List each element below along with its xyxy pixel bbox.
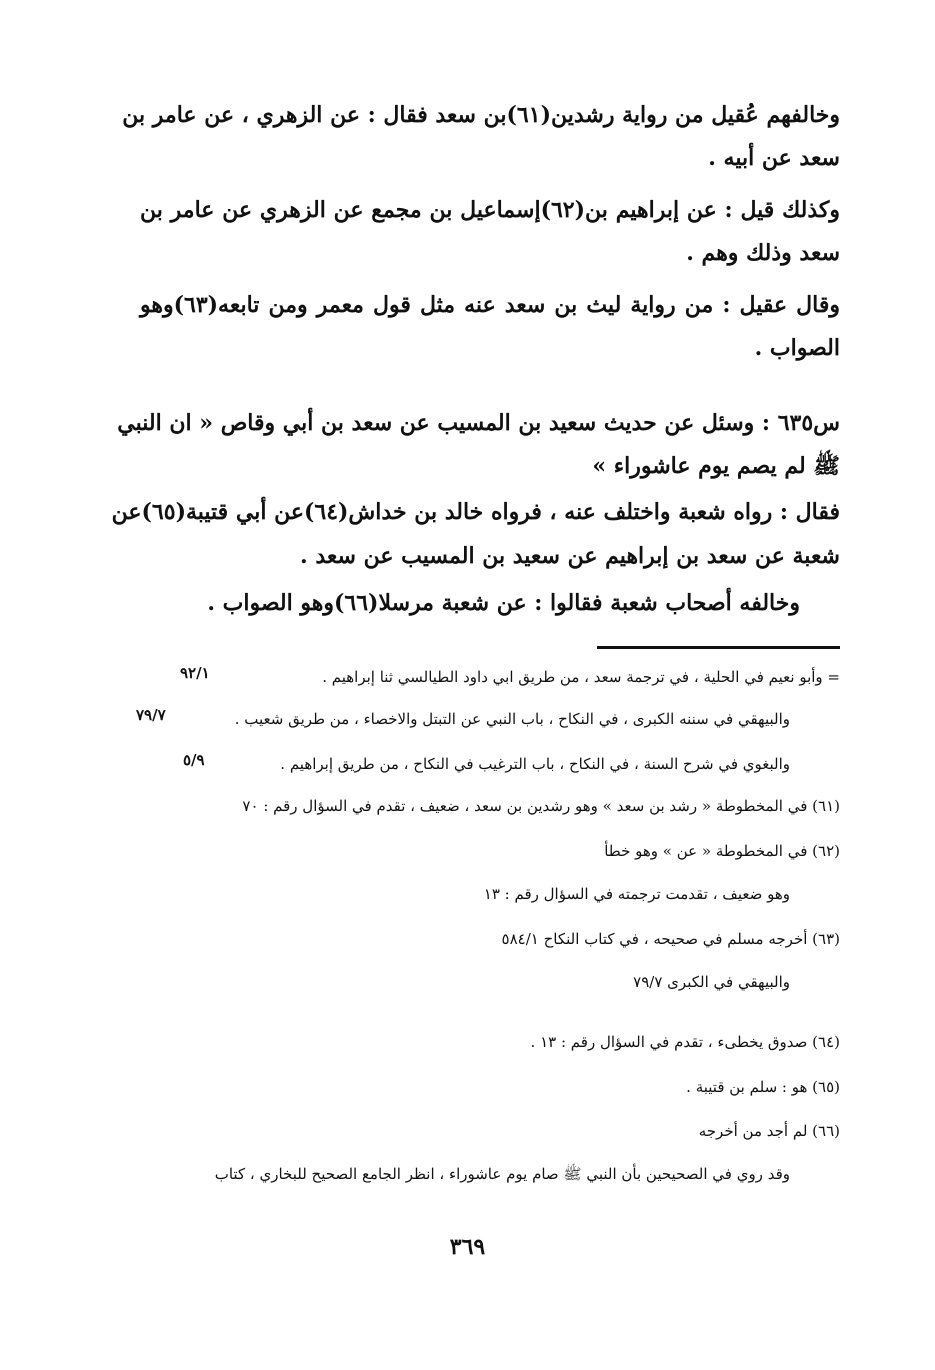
main-text-line-5: وقال عقيل : من رواية ليث بن سعد عنه مثل قول معمر ومن تابعه(٦٣)وهو (140, 292, 840, 318)
footnote-61: (٦١) في المخطوطة « رشد بن سعد » وهو رشدين بن سعد ، ضعيف ، تقدم في السؤال رقم : ٧٠ (242, 797, 840, 815)
main-text-line-6: الصواب . (754, 335, 840, 361)
footnote-66: (٦٦) لم أجد من أخرجه (698, 1122, 840, 1140)
page-number: ٣٦٩ (449, 1234, 486, 1260)
footnote-line-3: والبغوي في شرح السنة ، في النكاح ، باب الترغيب في النكاح ، من طريق إبراهيم . (280, 755, 790, 773)
main-text-line-1: وخالفهم عُقيل من رواية رشدين(٦١)بن سعد فقال : عن الزهري ، عن عامر بن (122, 102, 840, 128)
footnote-66-continued: وقد روي في الصحيحين بأن النبي ﷺ صام يوم عاشوراء ، انظر الجامع الصحيح للبخاري ، كتاب (214, 1165, 790, 1183)
footnote-64: (٦٤) صدوق يخطىء ، تقدم في السؤال رقم : ١٣ . (530, 1033, 840, 1051)
main-text-line-11: وخالفه أصحاب شعبة فقالوا : عن شعبة مرسلا(٦٦)وهو الصواب . (207, 590, 800, 616)
main-text-line-9: فقال : رواه شعبة واختلف عنه ، فرواه خالد بن خداش(٦٤)عن أبي قتيبة(٦٥)عن (111, 499, 840, 525)
footnote-ref-2: ٧٩/٧ (136, 706, 166, 724)
question-heading-line: س٦٣٥ : وسئل عن حديث سعيد بن المسيب عن سعد بن أبي وقاص « ان النبي (117, 410, 840, 436)
footnote-63: (٦٣) أخرجه مسلم في صحيحه ، في كتاب النكاح ٥٨٤/١ (501, 930, 840, 948)
footnote-65: (٦٥) هو : سلم بن قتيبة . (686, 1078, 840, 1096)
main-text-line-4: سعد وذلك وهم . (686, 240, 840, 266)
footnote-63-continued: والبيهقي في الكبرى ٧٩/٧ (633, 973, 790, 991)
footnote-62-continued: وهو ضعيف ، تقدمت ترجمته في السؤال رقم : ١٣ (483, 885, 790, 903)
main-text-line-2: سعد عن أبيه . (708, 145, 840, 171)
footnote-line-1: = وأبو نعيم في الحلية ، في ترجمة سعد ، من طريق ابي داود الطيالسي ثنا إبراهيم . (322, 668, 840, 686)
main-text-line-3: وكذلك قيل : عن إبراهيم بن(٦٢)إسماعيل بن مجمع عن الزهري عن عامر بن (140, 197, 840, 223)
footnote-ref-3: ٥/٩ (183, 751, 205, 769)
footnote-ref-1: ٩٢/١ (180, 664, 210, 682)
footnote-62: (٦٢) في المخطوطة « عن » وهو خطأ (604, 842, 840, 860)
main-text-line-10: شعبة عن سعد بن إبراهيم عن سعيد بن المسيب عن سعد . (300, 543, 840, 569)
main-text-line-8: ﷺ لم يصم يوم عاشوراء » (592, 453, 840, 479)
footnote-line-2: والبيهقي في سننه الكبرى ، في النكاح ، باب النبي عن التبتل والاخصاء ، من طريق شعيب . (234, 710, 790, 728)
footnote-divider (597, 646, 840, 649)
